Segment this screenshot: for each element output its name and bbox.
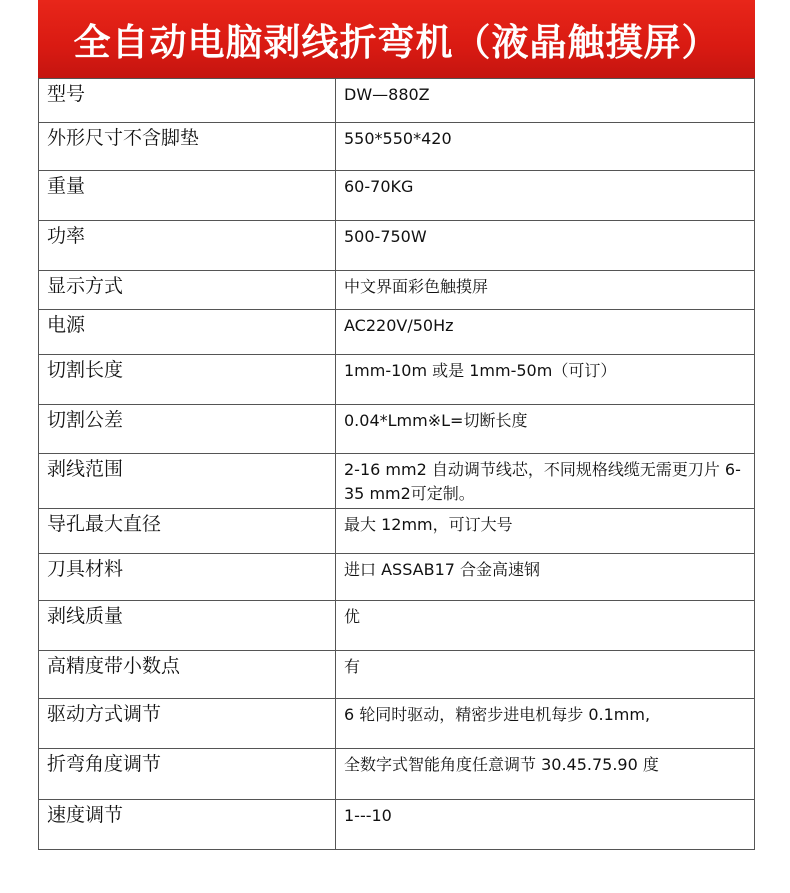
table-row xyxy=(39,509,755,554)
table-row xyxy=(39,355,755,405)
spec-label: 速度调节 xyxy=(39,800,336,850)
table-row xyxy=(39,699,755,749)
spec-label: 刀具材料 xyxy=(39,554,336,601)
spec-value: 有 xyxy=(336,651,755,699)
spec-value: 2-16 mm2 自动调节线芯，不同规格线缆无需更刀片 6-35 mm2可定制。 xyxy=(336,454,755,509)
spec-label: 外形尺寸不含脚垫 xyxy=(39,123,336,171)
table-row xyxy=(39,221,755,271)
spec-value: AC220V/50Hz xyxy=(336,310,755,355)
spec-label: 驱动方式调节 xyxy=(39,699,336,749)
spec-value: 最大 12mm，可订大号 xyxy=(336,509,755,554)
spec-label: 切割长度 xyxy=(39,355,336,405)
spec-value: 6 轮同时驱动，精密步进电机每步 0.1mm, xyxy=(336,699,755,749)
table-row xyxy=(39,123,755,171)
spec-label: 显示方式 xyxy=(39,271,336,310)
spec-label: 高精度带小数点 xyxy=(39,651,336,699)
spec-label: 功率 xyxy=(39,221,336,271)
spec-value: 全数字式智能角度任意调节 30.45.75.90 度 xyxy=(336,749,755,800)
spec-value: 0.04*Lmm※L=切断长度 xyxy=(336,405,755,454)
spec-label: 切割公差 xyxy=(39,405,336,454)
table-row xyxy=(39,454,755,509)
spec-value: DW—880Z xyxy=(336,79,755,123)
table-row xyxy=(39,749,755,800)
spec-label: 剥线范围 xyxy=(39,454,336,509)
spec-label: 型号 xyxy=(39,79,336,123)
table-row xyxy=(39,271,755,310)
spec-label: 重量 xyxy=(39,171,336,221)
table-row xyxy=(39,800,755,850)
spec-value: 优 xyxy=(336,601,755,651)
spec-value: 60-70KG xyxy=(336,171,755,221)
spec-label: 电源 xyxy=(39,310,336,355)
spec-value: 500-750W xyxy=(336,221,755,271)
spec-value: 550*550*420 xyxy=(336,123,755,171)
spec-label: 导孔最大直径 xyxy=(39,509,336,554)
table-row xyxy=(39,651,755,699)
table-row xyxy=(39,171,755,221)
spec-value: 1mm-10m 或是 1mm-50m（可订） xyxy=(336,355,755,405)
spec-table xyxy=(38,78,755,850)
spec-value: 进口 ASSAB17 合金高速钢 xyxy=(336,554,755,601)
spec-label: 剥线质量 xyxy=(39,601,336,651)
spec-value: 1---10 xyxy=(336,800,755,850)
table-row xyxy=(39,310,755,355)
table-row xyxy=(39,554,755,601)
spec-value: 中文界面彩色触摸屏 xyxy=(336,271,755,310)
table-row xyxy=(39,601,755,651)
table-row xyxy=(39,79,755,123)
page-title: 全自动电脑剥线折弯机（液晶触摸屏） xyxy=(38,0,755,78)
table-row xyxy=(39,405,755,454)
spec-label: 折弯角度调节 xyxy=(39,749,336,800)
